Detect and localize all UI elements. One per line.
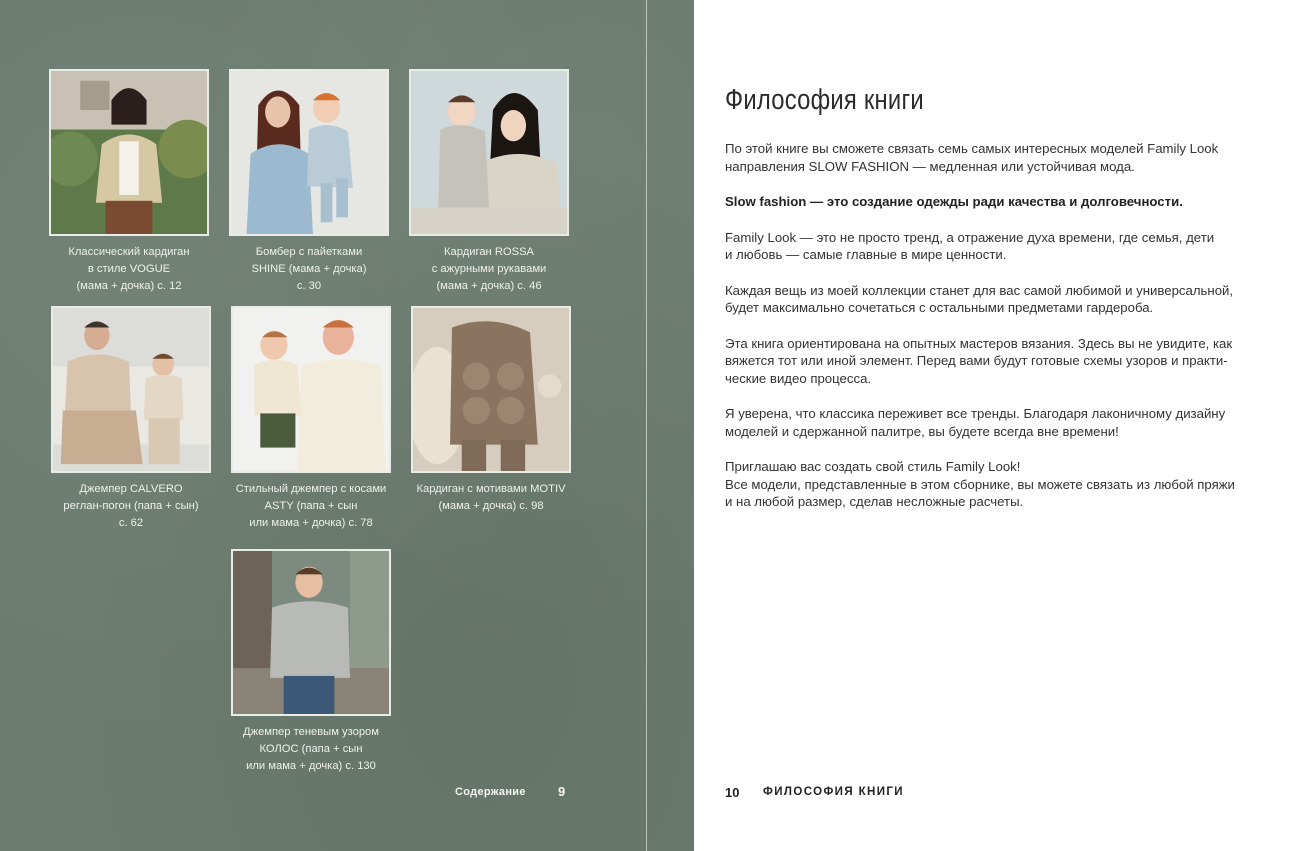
photo-asty-jumper [231, 306, 391, 473]
paragraph [725, 405, 1255, 440]
paragraph [725, 335, 1255, 388]
model-card-calvero[interactable] [51, 306, 211, 532]
text-line: Slow fashion — это создание одежды ради качества и долговечности. [725, 194, 1183, 209]
page-divider [646, 0, 647, 851]
model-card-vogue[interactable] [49, 69, 209, 295]
caption-line: Классический кардиган [68, 246, 190, 258]
text-line: Все модели, представленные в этом сборнике, вы можете связать из любой пряжи [725, 476, 1235, 492]
caption-line: с. 30 [296, 280, 322, 292]
caption-rossa [399, 244, 579, 295]
text-line: Каждая вещь из моей коллекции станет для вас самой любимой и универсальной, [725, 282, 1234, 298]
page-number: 9 [558, 784, 566, 799]
caption-line: с. 62 [118, 517, 144, 529]
model-card-kolos[interactable] [231, 549, 391, 775]
text-line: Приглашаю вас создать свой стиль Family Look! [725, 459, 1021, 474]
photo-vogue-cardigan [49, 69, 209, 236]
text-line: Family Look — это не просто тренд, а отражение духа времени, где семья, дети [725, 229, 1215, 245]
paragraph [725, 282, 1255, 317]
caption-kolos [221, 724, 401, 775]
caption-line: или мама + дочка) с. 78 [249, 517, 373, 529]
caption-line: Стильный джемпер с косами [235, 483, 387, 495]
text-line: и на любой размер, сделав несложные расчеты. [725, 494, 1024, 509]
caption-line: в стиле VOGUE [87, 263, 171, 275]
caption-asty [221, 481, 401, 532]
caption-line: с ажурными рукавами [431, 263, 547, 275]
text-line: вяжется тот или иной элемент. Перед вами будут готовые схемы узоров и практи- [725, 353, 1228, 368]
caption-shine [219, 244, 399, 295]
model-card-motiv[interactable] [411, 306, 571, 515]
text-line: ческие видео процесса. [725, 370, 872, 386]
text-line: и любовь — самые главные в мире ценности. [725, 247, 1007, 262]
paragraph [725, 229, 1255, 264]
caption-line: Джемпер CALVERO [79, 483, 183, 495]
caption-vogue [39, 244, 219, 295]
right-page [694, 0, 1297, 851]
text-line: Я уверена, что классика переживет все тренды. Благодаря лаконичному дизайну [725, 406, 1226, 421]
caption-motiv [401, 481, 581, 515]
caption-line: или мама + дочка) с. 130 [246, 760, 376, 772]
photo-calvero-jumper [51, 306, 211, 473]
photo-kolos-jumper [231, 549, 391, 716]
footer-section-label: Содержание [455, 786, 526, 798]
model-card-rossa[interactable] [409, 69, 569, 295]
caption-line: Джемпер теневым узором [243, 726, 379, 738]
page-number: 10 [725, 785, 740, 800]
caption-line: ASTY (папа + сын [264, 500, 358, 512]
text-line: По этой книге вы сможете связать семь самых интересных моделей Family Look [725, 141, 1219, 156]
caption-line: КОЛОС (папа + сын [259, 743, 363, 755]
photo-motiv-cardigan [411, 306, 571, 473]
text-line: будет максимально сочетаться с остальными предметами гардероба. [725, 300, 1154, 315]
caption-line: реглан-погон (папа + сын) [63, 500, 199, 512]
caption-line: Кардиган ROSSA [444, 246, 534, 258]
model-card-shine[interactable] [229, 69, 389, 295]
photo-shine-bomber [229, 69, 389, 236]
caption-line: Кардиган с мотивами MOTIV [416, 483, 566, 495]
text-line: Эта книга ориентирована на опытных мастеров вязания. Здесь вы не увидите, как [725, 335, 1233, 351]
photo-rossa-cardigan [409, 69, 569, 236]
body-text [725, 140, 1255, 529]
caption-line: (мама + дочка) с. 46 [436, 280, 542, 292]
caption-line: (мама + дочка) с. 12 [76, 280, 182, 292]
footer-section-label: ФИЛОСОФИЯ КНИГИ [763, 786, 904, 798]
paragraph [725, 458, 1255, 511]
caption-line: Бомбер с пайетками [255, 246, 363, 258]
text-line: направления SLOW FASHION — медленная или устойчивая мода. [725, 158, 1135, 174]
caption-calvero [41, 481, 221, 532]
bold-statement [725, 193, 1255, 211]
caption-line: SHINE (мама + дочка) [251, 263, 367, 275]
caption-line: (мама + дочка) с. 98 [438, 500, 544, 512]
paragraph [725, 140, 1255, 175]
model-card-asty[interactable] [231, 306, 391, 532]
page-title: Философия книги [725, 84, 924, 116]
text-line: моделей и сдержанной палитре, вы будете всегда вне времени! [725, 423, 1119, 439]
